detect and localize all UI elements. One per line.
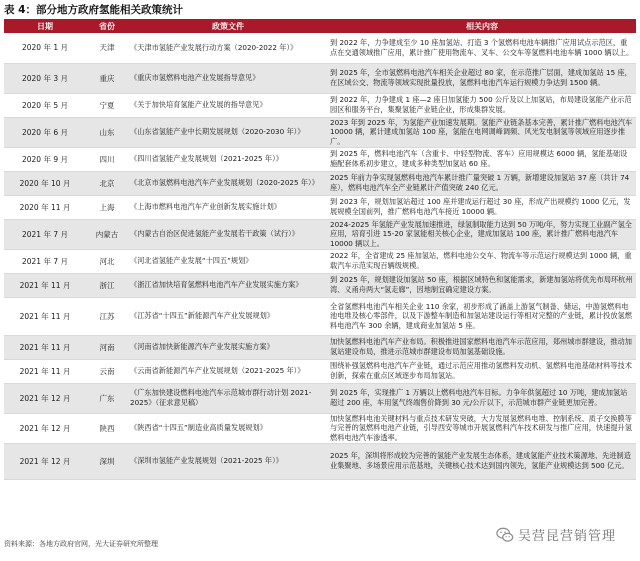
row-province: 宁夏 <box>86 93 128 117</box>
row-province: 广东 <box>86 383 128 413</box>
row-policy: 《四川省氢能产业发展规划（2021-2025 年）》 <box>128 147 328 171</box>
table-row <box>4 297 636 335</box>
row-content: 围绕补强氢燃料电池汽车产业链，通过示范应用推动氢燃料发动机、氢燃料电池基础材料等技术创新，探索在重点区域逐步布局加氢站。 <box>328 359 636 383</box>
row-province: 内蒙古 <box>86 219 128 249</box>
row-province: 山东 <box>86 117 128 147</box>
wechat-icon <box>496 526 514 544</box>
row-province: 河北 <box>86 249 128 273</box>
row-content: 2024-2025 年氢能产业发展加速推进，绿氢制取能力达到 50 万吨/年，努力实现工业副产氢全应用，培育引进 15-20 家氢能相关核心企业，建成加氢站 100 座，累计推广燃料电池汽车 10000 辆以上。 <box>328 219 636 249</box>
table-row <box>4 171 636 195</box>
table-row <box>4 359 636 383</box>
row-date: 2021 年 12 月 <box>4 443 86 479</box>
row-policy: 《山东省氢能产业中长期发展规划（2020-2030 年）》 <box>128 117 328 147</box>
row-content: 加快氢燃料电池汽车产业布局。积极推进国家燃料电池汽车示范应用，郑州城市群建设，推动加氢站建设布局，推进示范城市群建设布局加氢基础设施。 <box>328 335 636 359</box>
row-policy: 《云南省新能源汽车产业发展规划（2021-2025 年）》 <box>128 359 328 383</box>
row-date: 2021 年 7 月 <box>4 219 86 249</box>
row-date: 2021 年 12 月 <box>4 413 86 443</box>
row-province: 陕西 <box>86 413 128 443</box>
row-content: 到 2025 年，实现推广 1 万辆以上燃料电池汽车目标。力争年供氢超过 10 万吨，建成加氢站超过 200 座，车用氢气终端售价降到 30 元/公斤以下，示范城市群产业链更加完善。 <box>328 383 636 413</box>
table-row <box>4 195 636 219</box>
row-date: 2021 年 11 月 <box>4 359 86 383</box>
row-province: 北京 <box>86 171 128 195</box>
row-date: 2020 年 9 月 <box>4 147 86 171</box>
table-row <box>4 383 636 413</box>
row-province: 天津 <box>86 33 128 63</box>
row-date: 2021 年 12 月 <box>4 383 86 413</box>
table-row <box>4 335 636 359</box>
row-province: 浙江 <box>86 273 128 297</box>
row-date: 2020 年 11 月 <box>4 195 86 219</box>
row-date: 2020 年 3 月 <box>4 63 86 93</box>
row-date: 2020 年 6 月 <box>4 117 86 147</box>
row-province: 河南 <box>86 335 128 359</box>
table-row <box>4 413 636 443</box>
row-policy: 《重庆市氢燃料电池产业发展指导意见》 <box>128 63 328 93</box>
header-date: 日期 <box>4 19 86 33</box>
table-row <box>4 219 636 249</box>
table-row <box>4 93 636 117</box>
watermark <box>496 525 616 544</box>
row-province: 云南 <box>86 359 128 383</box>
row-content: 到 2022 年，力争建成至少 10 座加氢站、打造 3 个氢燃料电池车辆推广应用试点示范区，重点在交通领域推广应用，累计推广使用物流车、叉车、公交车等氢燃料电池车辆 1000 辆以上。 <box>328 33 636 63</box>
row-content: 2022 年，全省建成 25 座加氢站，燃料电池公交车、物流车等示范运行规模达到 1000 辆，重载汽车示范实现百辆级规模。 <box>328 249 636 273</box>
row-province: 上海 <box>86 195 128 219</box>
row-policy: 《河北省氢能产业发展“十四五”规划》 <box>128 249 328 273</box>
row-content: 2023 年到 2025 年，为氢能产业加速发展期。氢能产业链条基本完善，累计推广燃料电池汽车 10000 辆，累计建成加氢站 100 座，氢能在电网调峰调频、风光发电制氢等领域应用逐步推广。 <box>328 117 636 147</box>
row-policy: 《天津市氢能产业发展行动方案（2020-2022 年）》 <box>128 33 328 63</box>
row-province: 重庆 <box>86 63 128 93</box>
source-note: 资料来源：各地方政府官网，光大证券研究所整理 <box>4 540 158 548</box>
row-policy: 《上海市燃料电池汽车产业创新发展实施计划》 <box>128 195 328 219</box>
row-content: 到 2025 年，燃料电池汽车（含重卡、中轻型物流、客车）应用规模达 6000 辆，氢能基础设施配套体系初步建立，建成多种类型加氢站 60 座。 <box>328 147 636 171</box>
header-row <box>4 19 636 33</box>
row-policy: 《北京市氢燃料电池汽车产业发展规划（2020-2025 年）》 <box>128 171 328 195</box>
row-policy: 《广东加快建设燃料电池汽车示范城市群行动计划 2021-2025》（征求意见稿） <box>128 383 328 413</box>
row-policy: 《江苏省“十四五”新能源汽车产业发展规划》 <box>128 297 328 335</box>
row-province: 四川 <box>86 147 128 171</box>
watermark-text: 吴营昆营销管理 <box>517 529 616 544</box>
row-policy: 《陕西省“十四五”制造业高质量发展规划》 <box>128 413 328 443</box>
table-row <box>4 147 636 171</box>
row-content: 到 2023 年，规划加氢站超过 100 座并建成运行超过 30 座，形成产出规模约 1000 亿元，发展规模全国前列，推广燃料电池汽车接近 10000 辆。 <box>328 195 636 219</box>
row-date: 2020 年 5 月 <box>4 93 86 117</box>
row-content: 到 2022 年，力争建成 1 座—2 座日加氢能力 500 公斤及以上加氢站，布局建设氢能产业示范园区和服务平台，集聚氢能产业链企业，形成集群发展。 <box>328 93 636 117</box>
row-date: 2021 年 7 月 <box>4 249 86 273</box>
row-content: 到 2025 年，全市氢燃料电池汽车相关企业超过 80 家，在示范推广层面，建成加氢站 15 座，在区域公交、物流等领域实现批量投放，氢燃料电池汽车运行规模力争达到 1500 辆。 <box>328 63 636 93</box>
row-policy: 《深圳市氢能产业发展规划（2021-2025 年）》 <box>128 443 328 479</box>
table-row <box>4 249 636 273</box>
row-province: 江苏 <box>86 297 128 335</box>
header-content: 相关内容 <box>328 19 636 33</box>
table-row <box>4 443 636 479</box>
table-row <box>4 117 636 147</box>
row-content: 全省氢燃料电池汽车相关企业 110 余家，初步形成了涵盖上游氢气制备、储运，中游氢燃料电池电堆及核心零部件，以及下游整车制造和加氢站建设运行等相对完整的产业链，累计投放氢燃料电池汽车 300 余辆，建成商业加氢站 5 座。 <box>328 297 636 335</box>
row-date: 2020 年 1 月 <box>4 33 86 63</box>
row-content: 2025 年前力争实现氢燃料电池汽车累计推广量突破 1 万辆，新增建设加氢站 37 座（共计 74 座），燃料电池汽车全产业链累计产值突破 240 亿元。 <box>328 171 636 195</box>
row-date: 2021 年 11 月 <box>4 335 86 359</box>
policy-table <box>4 19 636 480</box>
table-row <box>4 273 636 297</box>
table-body <box>4 33 636 479</box>
header-policy: 政策文件 <box>128 19 328 33</box>
row-policy: 《关于加快培育氢能产业发展的指导意见》 <box>128 93 328 117</box>
row-content: 加快氢燃料电池关键材料与重点技术研发突破，大力发展氢燃料电堆、控制系统、质子交换膜等与完善的氢燃料电池产业链，引导西安等城市开展氢燃料汽车技术研发与推广应用，快速提升氢燃料电池汽车渗透率。 <box>328 413 636 443</box>
table-row <box>4 33 636 63</box>
row-policy: 《河南省加快新能源汽车产业发展实施方案》 <box>128 335 328 359</box>
row-province: 深圳 <box>86 443 128 479</box>
row-policy: 《浙江省加快培育氢燃料电池汽车产业发展实施方案》 <box>128 273 328 297</box>
row-policy: 《内蒙古自治区促进氢能产业发展若干政策（试行）》 <box>128 219 328 249</box>
row-date: 2021 年 11 月 <box>4 273 86 297</box>
table-row <box>4 63 636 93</box>
row-content: 2025 年，深圳将形成较为完善的氢能产业发展生态体系，建成氢能产业技术策源地、先进制造业集聚地、多场景应用示范基地，关键核心技术达到国内领先，氢能产业规模达到 500 亿元。 <box>328 443 636 479</box>
row-date: 2021 年 11 月 <box>4 297 86 335</box>
row-content: 到 2025 年，规划建设加氢站 50 座，根据区域特色和氢能需求，新建加氢站将优先布局环杭州湾、义甬舟两大“氢走廊”，因地制宜确定建设方案。 <box>328 273 636 297</box>
header-province: 省份 <box>86 19 128 33</box>
table-title: 表 4：部分地方政府氢能相关政策统计 <box>4 4 183 16</box>
row-date: 2020 年 10 月 <box>4 171 86 195</box>
